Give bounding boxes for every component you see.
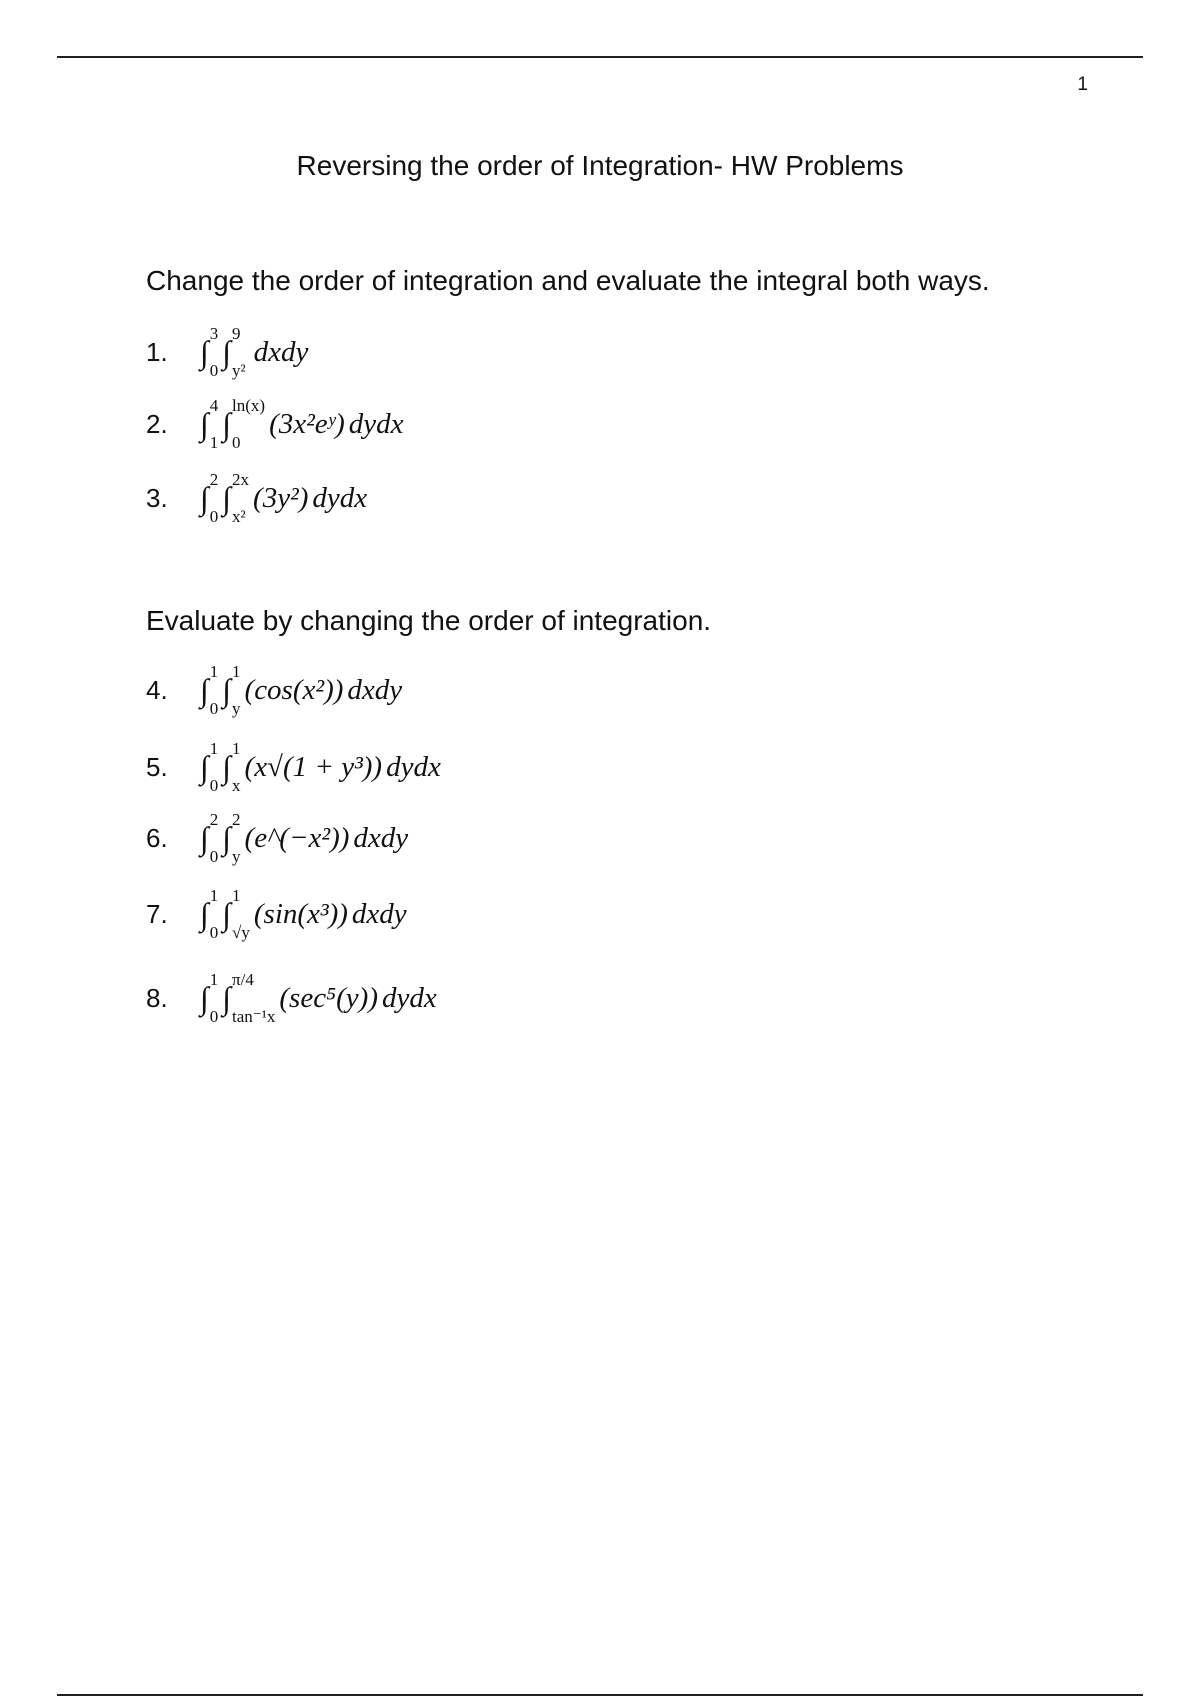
inner-upper-limit: ln(x): [232, 396, 266, 415]
outer-integral: ∫ 1 0: [200, 739, 219, 795]
inner-integral: ∫ 2 y: [222, 810, 241, 866]
integrand: (x√(1 + y³)): [244, 750, 383, 783]
outer-upper-limit: 1: [209, 739, 219, 758]
section2-instruction: Evaluate by changing the order of integration.: [146, 605, 712, 636]
outer-lower-limit: 0: [209, 699, 219, 718]
inner-lower-limit: x: [232, 776, 241, 795]
problem-6: [146, 810, 409, 866]
problem-number: 7.: [146, 898, 168, 929]
inner-lower-limit: y: [232, 847, 241, 866]
differential: dydx: [312, 481, 368, 514]
inner-integral: ∫ 2x x²: [222, 470, 250, 526]
differential: dydx: [348, 407, 404, 440]
integrand: (3x²eʸ): [269, 407, 345, 440]
problem-expression: [200, 324, 309, 380]
outer-upper-limit: 2: [209, 810, 219, 829]
bottom-rule: [57, 1694, 1143, 1696]
problem-5: [146, 739, 441, 795]
outer-integral: ∫ 4 1: [200, 396, 219, 452]
problem-number: 2.: [146, 408, 168, 439]
inner-lower-limit: 0: [232, 433, 241, 452]
outer-integral: ∫ 1 0: [200, 662, 219, 718]
problem-number: 6.: [146, 822, 168, 853]
inner-upper-limit: 1: [232, 886, 241, 905]
outer-lower-limit: 0: [209, 923, 219, 942]
problem-expression: [200, 970, 437, 1026]
problem-expression: [200, 396, 404, 452]
outer-lower-limit: 0: [209, 1007, 219, 1026]
inner-lower-limit: y: [232, 699, 241, 718]
differential: dydx: [382, 981, 437, 1014]
outer-upper-limit: 2: [209, 470, 219, 489]
integrand: (3y²): [253, 481, 309, 514]
inner-upper-limit: 2: [232, 810, 241, 829]
inner-integral: ∫ π/4 tan⁻¹x: [222, 970, 276, 1026]
inner-lower-limit: y²: [232, 361, 246, 380]
inner-upper-limit: 2x: [232, 470, 250, 489]
inner-integral: ∫ ln(x) 0: [222, 396, 266, 452]
inner-integral: ∫ 1 √y: [222, 886, 250, 942]
integrand: (sin(x³)): [253, 897, 348, 930]
outer-lower-limit: 0: [209, 507, 219, 526]
problem-3: [146, 470, 368, 526]
problem-expression: [200, 886, 407, 942]
outer-upper-limit: 4: [209, 396, 219, 415]
outer-lower-limit: 1: [209, 433, 219, 452]
outer-integral: ∫ 1 0: [200, 970, 219, 1026]
inner-integral: ∫ 9 y²: [222, 324, 246, 380]
differential: dxdy: [253, 335, 309, 368]
inner-upper-limit: 1: [232, 739, 241, 758]
problem-7: [146, 886, 407, 942]
problem-number: 1.: [146, 336, 168, 367]
outer-integral: ∫ 3 0: [200, 324, 219, 380]
outer-upper-limit: 1: [209, 662, 219, 681]
section1-instruction: Change the order of integration and evaluate the integral both ways.: [146, 265, 990, 296]
outer-integral: ∫ 2 0: [200, 470, 219, 526]
differential: dxdy: [351, 897, 407, 930]
outer-upper-limit: 1: [209, 886, 219, 905]
differential: dxdy: [347, 673, 403, 706]
problem-expression: [200, 810, 409, 866]
outer-lower-limit: 0: [209, 847, 219, 866]
inner-upper-limit: π/4: [232, 970, 254, 989]
page-title: Reversing the order of Integration- HW Problems: [296, 150, 904, 181]
integrand: (sec⁵(y)): [279, 981, 378, 1014]
problem-number: 4.: [146, 674, 168, 705]
inner-integral: ∫ 1 x: [222, 739, 241, 795]
differential: dxdy: [353, 821, 409, 854]
inner-upper-limit: 9: [232, 324, 241, 343]
problem-8: [146, 970, 437, 1026]
inner-integral: ∫ 1 y: [222, 662, 241, 718]
outer-upper-limit: 3: [209, 324, 219, 343]
problem-number: 3.: [146, 482, 168, 513]
outer-integral: ∫ 2 0: [200, 810, 219, 866]
problem-expression: [200, 662, 403, 718]
outer-lower-limit: 0: [209, 361, 219, 380]
page-number: 1: [1077, 74, 1088, 95]
outer-integral: ∫ 1 0: [200, 886, 219, 942]
differential: dydx: [386, 750, 441, 783]
inner-lower-limit: tan⁻¹x: [232, 1007, 276, 1026]
inner-lower-limit: x²: [232, 507, 246, 526]
problem-1: [146, 324, 309, 380]
problem-4: [146, 662, 403, 718]
problem-expression: [200, 470, 368, 526]
problem-number: 8.: [146, 982, 168, 1013]
integrand: (cos(x²)): [244, 673, 344, 706]
outer-lower-limit: 0: [209, 776, 219, 795]
top-rule: [57, 56, 1143, 58]
integrand: (e^(−x²)): [244, 821, 350, 854]
problem-number: 5.: [146, 751, 168, 782]
problem-2: [146, 396, 404, 452]
inner-lower-limit: √y: [232, 923, 250, 942]
problem-expression: [200, 739, 441, 795]
outer-upper-limit: 1: [209, 970, 219, 989]
inner-upper-limit: 1: [232, 662, 241, 681]
